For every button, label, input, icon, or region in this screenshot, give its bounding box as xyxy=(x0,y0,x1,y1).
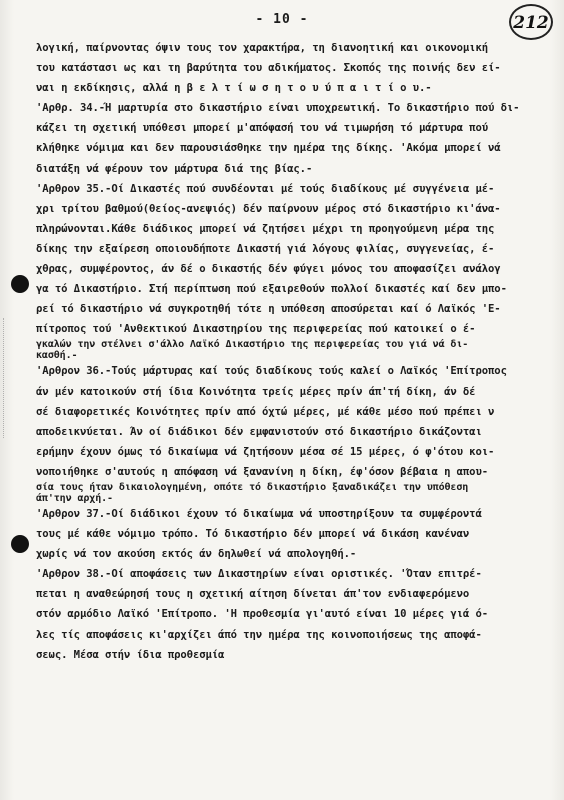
text-line: του κατάστασι ως και τη βαρύτητα του αδικήματος. Σκοπός της ποινής δεν εί- xyxy=(36,62,501,75)
text-line: σία τους ήταν δικαιολογημένη, οπότε τό δικαστήριο ξαναδικάζει την υπόθεση xyxy=(36,481,469,493)
text-line: 'Αρθρ. 34.-Ή μαρτυρία στο δικαστήριο είναι υποχρεωτική. Το δικαστήριο πού δι- xyxy=(36,102,520,115)
text-line: γα τό Δικαστήριο. Στή περίπτωση πού εξαιρεθούν πολλοί δικαστές καί δεν μπο- xyxy=(36,283,507,296)
text-line: άν μέν κατοικούν στή ίδια Κοινότητα τρείς μέρες πρίν άπ'τή δίκη, άν δέ xyxy=(36,385,476,398)
text-line: 'Αρθρον 37.-Οί διάδικοι έχουν τό δικαίωμα νά υποστηρίξουν τα συμφέροντά xyxy=(36,507,482,520)
text-line: διατάξη νά φέρουν τον μάρτυρα διά της βίας.- xyxy=(36,162,313,175)
text-line: δίκης την εξαίρεση οποιουδήποτε Δικαστή γιά λόγους φιλίας, συγγενείας, έ- xyxy=(36,242,495,255)
text-line: 'Αρθρον 38.-Οί αποφάσεις των Δικαστηρίων είναι οριστικές. 'Όταν επιτρέ- xyxy=(36,568,482,581)
text-line: νοποιήθηκε σ'αυτούς η απόφαση νά ξανανίνη η δίκη, έφ'όσον βέβαια η απου- xyxy=(36,465,489,478)
text-line: χωρίς νά τον ακούση εκτός άν δηλωθεί νά απολογηθή.- xyxy=(36,548,357,561)
text-line: σέ διαφορετικές Κοινότητες πρίν από όχτώ μέρες, μέ κάθε μέσο πού πρέπει ν xyxy=(36,405,495,418)
folio-number-stamp: 212 xyxy=(509,4,553,40)
text-line: στόν αρμόδιο Λαϊκό 'Επίτροπο. 'Η προθεσμία γι'αυτό είναι 10 μέρες γιά ό- xyxy=(36,608,489,621)
punch-hole-bottom xyxy=(11,535,29,553)
punch-hole-top xyxy=(11,275,29,293)
text-line: κλήθηκε νόμιμα και δεν παρουσιάσθηκε την ημέρα της δίκης. 'Ακόμα μπορεί νά xyxy=(36,142,501,155)
page-number: - 10 - xyxy=(255,12,309,27)
text-line: γκαλών την στέλνει σ'άλλο Λαϊκό Δικαστήριο της περιφερείας του γιά νά δι- xyxy=(36,339,469,351)
text-line: ρεί τό δικαστήριο νά συγκροτηθή τότε η υπόθεση αποσύρεται καί ό Λαϊκός 'Ε- xyxy=(36,303,501,316)
text-line: αποδεικνύεται. Άν οί διάδικοι δέν εμφανιστούν στό δικαστήριο δικάζονται xyxy=(36,425,482,438)
text-line: σεως. Μέσα στήν ίδια προθεσμία xyxy=(36,648,225,661)
text-line: πίτροπος τού 'Ανθεκτικού Δικαστηρίου της περιφερείας πού κατοικεί ο έ- xyxy=(36,323,476,336)
text-line: 'Αρθρον 35.-Οί Δικαστές πού συνδέονται μέ τούς διαδίκους μέ συγγένεια μέ- xyxy=(36,182,495,195)
text-line: πεται η αναθεώρησή τους η σχετική αίτηση δίνεται άπ'τον ενδιαφερόμενο xyxy=(36,588,470,601)
text-line: κάζει τη σχετική υπόθεσι μπορεί μ'απόφασή του νά τιμωρήση τό μάρτυρα πού xyxy=(36,122,489,135)
text-line: τους μέ κάθε νόμιμο τρόπο. Τό δικαστήριο δέν μπορεί νά δικάση κανέναν xyxy=(36,528,470,541)
text-line: χθρας, συμφέροντος, άν δέ ο δικαστής δέν φύγει μόνος του αποφασίζει ανάλογ xyxy=(36,263,501,276)
text-line: λογική, παίρνοντας όψιν τους τον χαρακτήρα, τη διανοητική και οικονομική xyxy=(36,42,489,54)
text-line: λες τίς αποφάσεις κι'αρχίζει άπό την ημέρα της κοινοποιήσεως της αποφά- xyxy=(36,628,482,641)
text-line: κασθή.- xyxy=(36,350,78,362)
text-line: ερήμην έχουν όμως τό δικαίωμα νά ζητήσουν μέσα σέ 15 μέρες, ό φ'ότου κοι- xyxy=(36,445,495,458)
margin-mark xyxy=(3,318,8,438)
typewritten-text-body xyxy=(36,38,546,665)
text-line: χρι τρίτου βαθμού(θείος-ανεψιός) δέν παίρνουν μέρος στό δικαστήριο κι'άνα- xyxy=(36,202,501,215)
text-line: 'Αρθρον 36.-Τούς μάρτυρας καί τούς διαδίκους τούς καλεί ο Λαϊκός 'Επίτροπος xyxy=(36,365,507,378)
text-line: άπ'την αρχή.- xyxy=(36,492,113,504)
text-line: ναι η εκδίκησις, αλλά η β ε λ τ ί ω σ η τ ο υ ύ π α ι τ ί ο υ.- xyxy=(36,82,432,95)
text-line: πληρώνονται.Κάθε διάδικος μπορεί νά ζητήσει μέχρι τη προηγούμενη μέρα της xyxy=(36,222,495,235)
